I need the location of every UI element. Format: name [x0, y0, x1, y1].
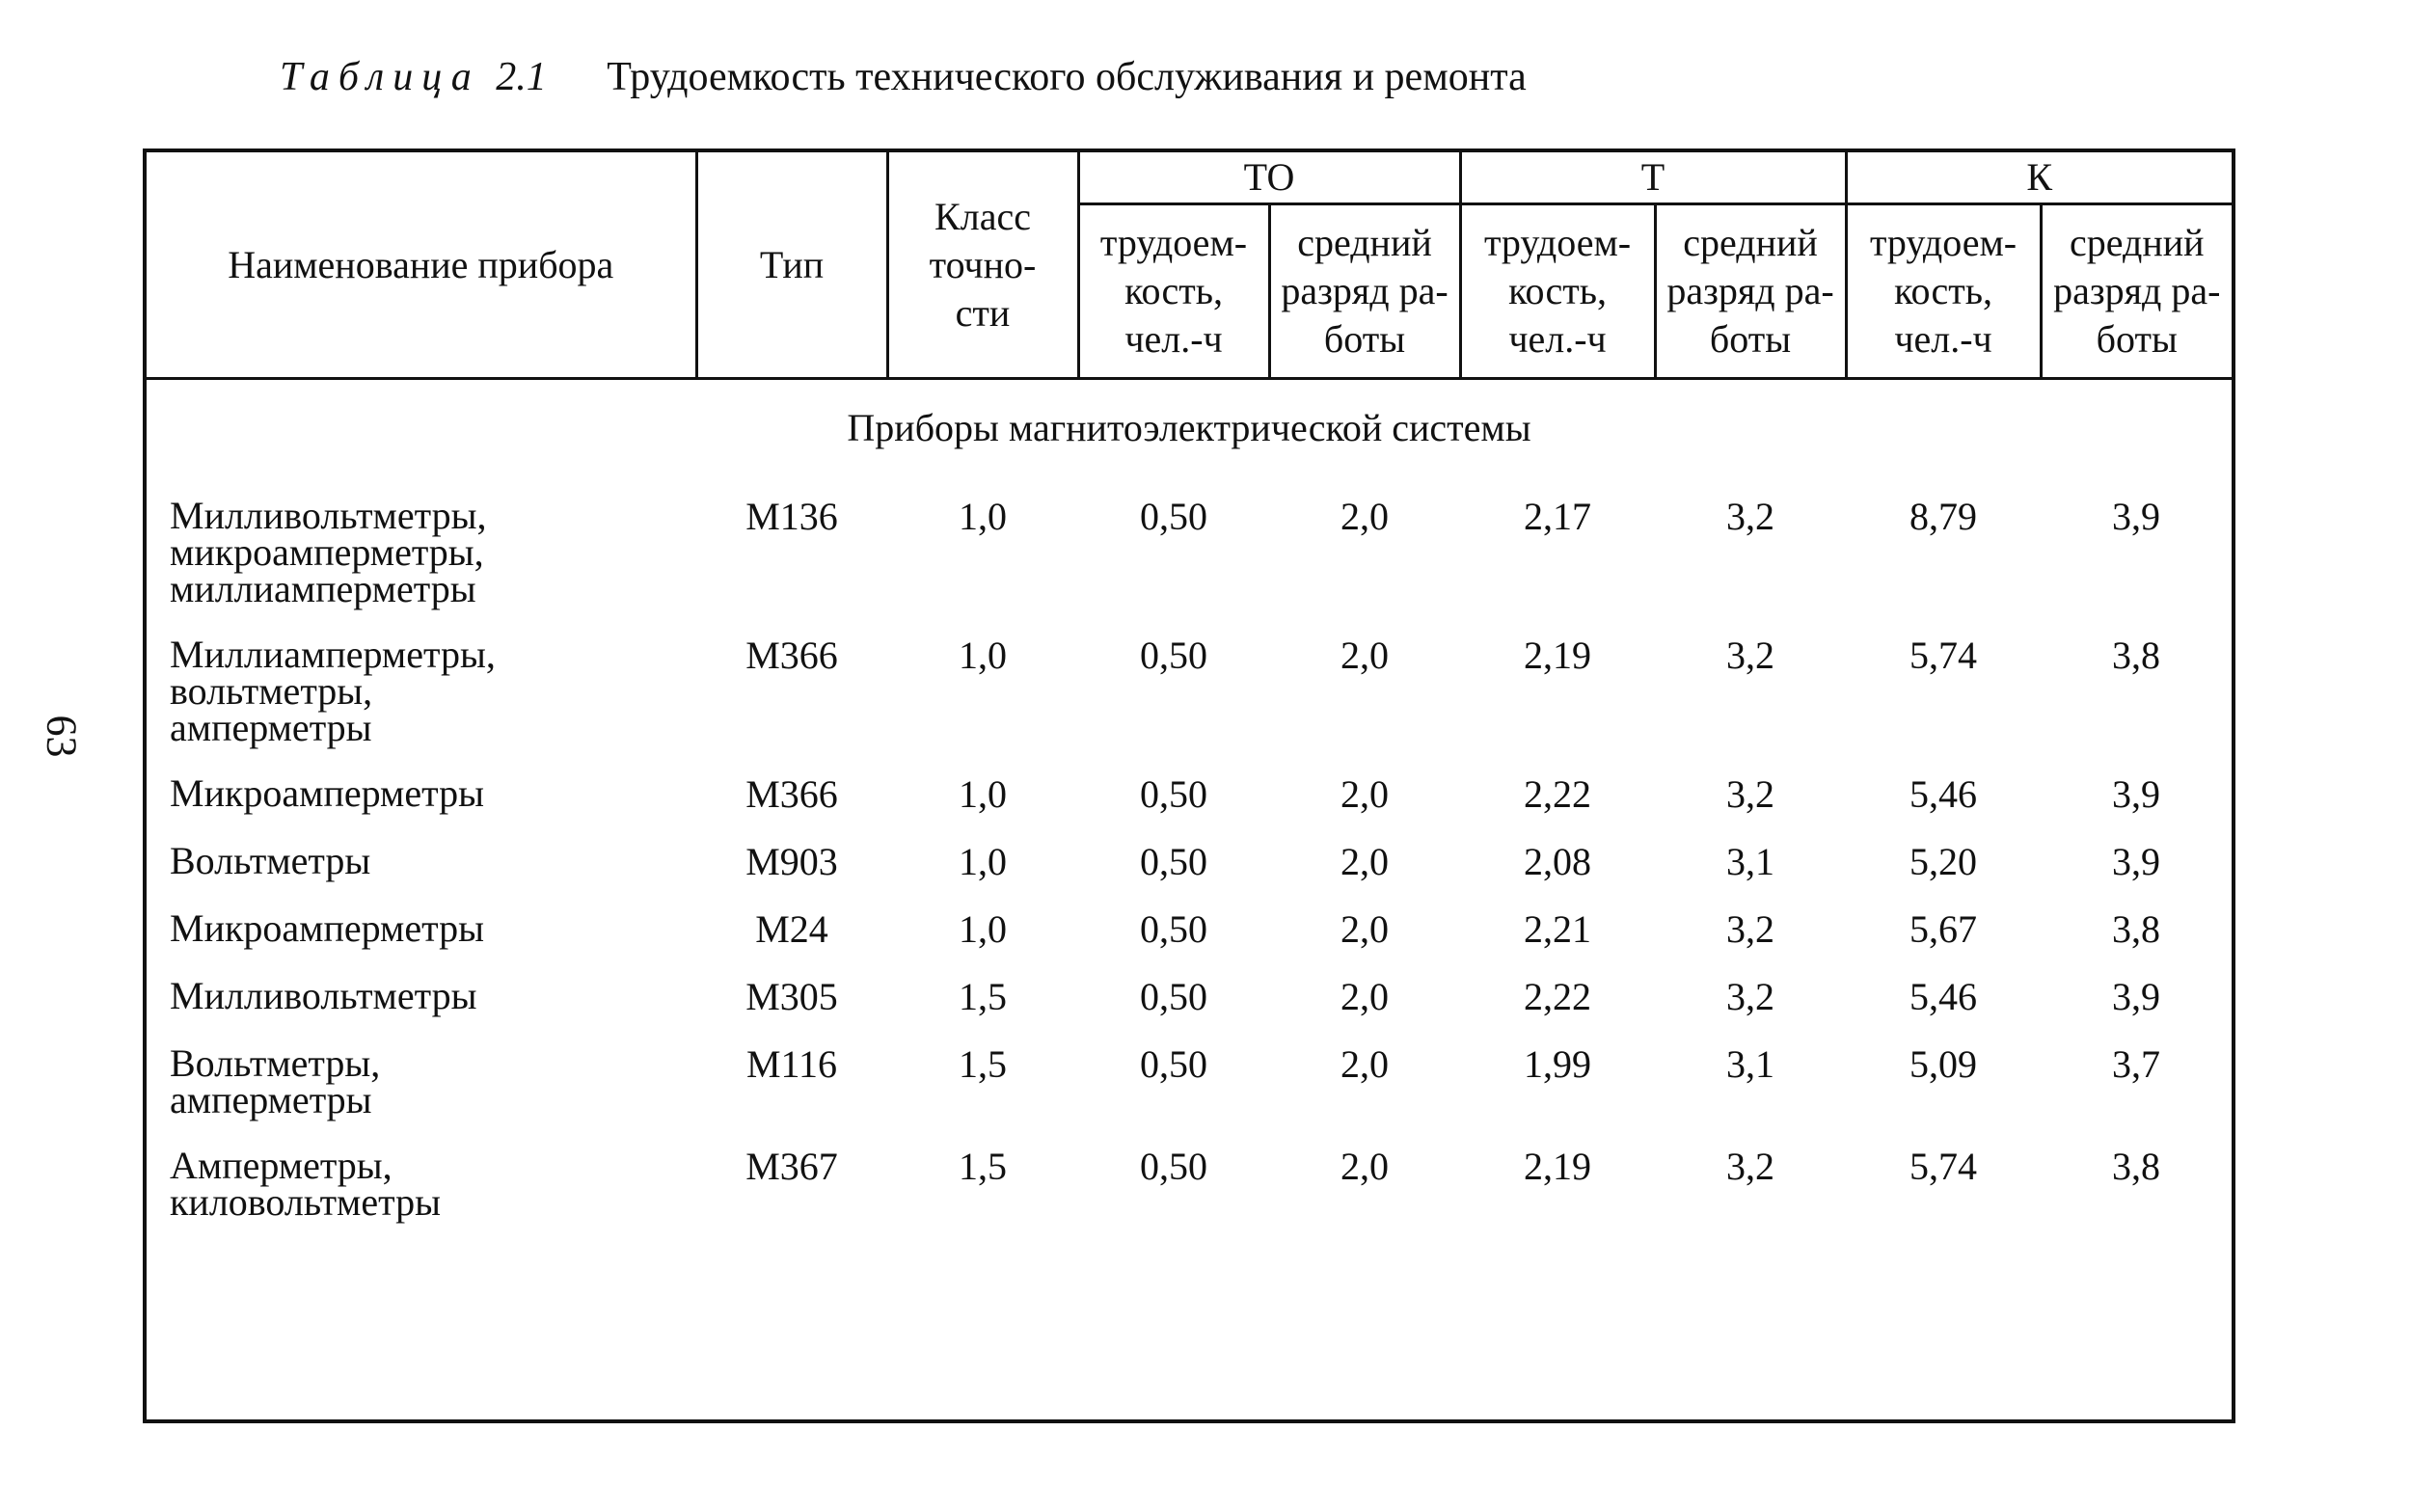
caption-title: Трудоемкость технического обслуживания и ремонта [607, 55, 1527, 99]
cell-to-grade: 2,0 [1340, 840, 1389, 883]
device-name-line: Микроамперметры [170, 906, 484, 950]
cell-type: М366 [745, 634, 838, 677]
cell-k-grade: 3,9 [2112, 495, 2161, 538]
device-name-line: Милливольтметры, [170, 494, 487, 537]
device-name-line: амперметры [170, 1078, 372, 1121]
cell-to-grade: 2,0 [1340, 634, 1389, 677]
device-name-line: Микроамперметры [170, 771, 484, 815]
cell-k-labor: 5,20 [1909, 840, 1978, 883]
cell-t-grade: 3,2 [1726, 907, 1775, 951]
header-k-labor: трудоем- кость, чел.-ч [1846, 204, 2041, 379]
cell-to-grade: 2,0 [1340, 495, 1389, 538]
cell-device-name [147, 633, 696, 775]
cell-k-grade: 3,8 [2112, 1145, 2161, 1188]
cell-device-name [147, 974, 696, 1045]
cell-k-labor: 5,74 [1909, 1145, 1978, 1188]
cell-t-grade: 3,1 [1726, 840, 1775, 883]
cell-to-labor: 0,50 [1140, 840, 1207, 883]
header-t-grade: средний разряд ра- боты [1655, 204, 1846, 379]
cell-to-labor: 0,50 [1140, 1145, 1207, 1188]
device-name-line: миллиамперметры [170, 567, 476, 610]
cell-k-grade: 3,9 [2112, 975, 2161, 1018]
cell-class: 1,5 [959, 1145, 1007, 1188]
cell-to-labor: 0,50 [1140, 495, 1207, 538]
table-row [147, 910, 2232, 978]
cell-k-grade: 3,8 [2112, 907, 2161, 951]
cell-t-labor: 1,99 [1524, 1042, 1592, 1086]
table-row [147, 1045, 2232, 1148]
cell-k-labor: 5,46 [1909, 975, 1978, 1018]
device-name-line: Милливольтметры [170, 974, 477, 1017]
cell-device-name [147, 1144, 696, 1250]
cell-k-labor: 5,09 [1909, 1042, 1978, 1086]
table-row [147, 498, 2232, 636]
cell-to-labor: 0,50 [1140, 634, 1207, 677]
header-to-labor: трудоем- кость, чел.-ч [1078, 204, 1269, 379]
header-group-k: К [1846, 152, 2232, 204]
cell-class: 1,0 [959, 840, 1007, 883]
cell-type: М903 [745, 840, 838, 883]
device-name-line: амперметры [170, 706, 372, 749]
data-table-frame [143, 148, 2235, 1423]
cell-to-labor: 0,50 [1140, 975, 1207, 1018]
table-caption [280, 54, 1527, 100]
section-title: Приборы магнитоэлектрической системы [847, 406, 1531, 449]
device-name-line: Вольтметры [170, 839, 371, 882]
cell-type: М116 [745, 1042, 838, 1086]
caption-number: 2.1 [496, 55, 547, 99]
cell-t-grade: 3,2 [1726, 634, 1775, 677]
cell-k-grade: 3,9 [2112, 772, 2161, 816]
cell-to-grade: 2,0 [1340, 975, 1389, 1018]
cell-class: 1,0 [959, 495, 1007, 538]
cell-k-grade: 3,7 [2112, 1042, 2161, 1086]
cell-to-grade: 2,0 [1340, 772, 1389, 816]
cell-device-name [147, 494, 696, 636]
cell-type: М305 [745, 975, 838, 1018]
cell-type: М366 [745, 772, 838, 816]
cell-t-labor: 2,19 [1524, 634, 1592, 677]
cell-k-labor: 5,67 [1909, 907, 1978, 951]
table-header [147, 152, 2232, 379]
cell-t-labor: 2,08 [1524, 840, 1592, 883]
header-type: Тип [696, 152, 887, 379]
device-name-line: Миллиамперметры, [170, 633, 496, 676]
cell-to-labor: 0,50 [1140, 907, 1207, 951]
cell-class: 1,5 [959, 1042, 1007, 1086]
caption-label: Таблица [280, 55, 480, 99]
header-to-grade: средний разряд ра- боты [1269, 204, 1460, 379]
table-row [147, 843, 2232, 910]
cell-device-name [147, 839, 696, 910]
cell-t-grade: 3,1 [1726, 1042, 1775, 1086]
header-group-t: Т [1460, 152, 1846, 204]
table-row [147, 1148, 2232, 1250]
cell-t-labor: 2,22 [1524, 772, 1592, 816]
cell-type: М24 [755, 907, 828, 951]
cell-t-grade: 3,2 [1726, 1145, 1775, 1188]
table-row [147, 775, 2232, 843]
header-k-grade: средний разряд ра- боты [2041, 204, 2232, 379]
header-class [887, 152, 1078, 379]
device-name-line: киловольтметры [170, 1180, 441, 1224]
cell-k-grade: 3,9 [2112, 840, 2161, 883]
cell-class: 1,0 [959, 907, 1007, 951]
cell-device-name [147, 771, 696, 843]
cell-t-grade: 3,2 [1726, 772, 1775, 816]
cell-t-labor: 2,22 [1524, 975, 1592, 1018]
cell-class: 1,0 [959, 634, 1007, 677]
device-name-line: Амперметры, [170, 1144, 393, 1187]
cell-device-name [147, 1041, 696, 1148]
cell-k-labor: 8,79 [1909, 495, 1978, 538]
header-t-labor: трудоем- кость, чел.-ч [1460, 204, 1655, 379]
cell-t-labor: 2,19 [1524, 1145, 1592, 1188]
device-name-line: Вольтметры, [170, 1041, 381, 1085]
cell-t-grade: 3,2 [1726, 495, 1775, 538]
cell-t-labor: 2,17 [1524, 495, 1592, 538]
header-class-text: Класс точно- сти [929, 194, 1037, 335]
cell-class: 1,5 [959, 975, 1007, 1018]
cell-class: 1,0 [959, 772, 1007, 816]
cell-to-labor: 0,50 [1140, 772, 1207, 816]
cell-k-labor: 5,46 [1909, 772, 1978, 816]
cell-to-grade: 2,0 [1340, 1042, 1389, 1086]
device-name-line: вольтметры, [170, 669, 373, 713]
data-table [147, 152, 2232, 1250]
table-body [147, 379, 2232, 1251]
cell-type: М367 [745, 1145, 838, 1188]
cell-type: М136 [745, 495, 838, 538]
cell-to-labor: 0,50 [1140, 1042, 1207, 1086]
device-name-line: микроамперметры, [170, 530, 484, 574]
header-name: Наименование прибора [147, 152, 696, 379]
cell-to-grade: 2,0 [1340, 1145, 1389, 1188]
cell-k-grade: 3,8 [2112, 634, 2161, 677]
cell-k-labor: 5,74 [1909, 634, 1978, 677]
cell-device-name [147, 906, 696, 978]
cell-t-labor: 2,21 [1524, 907, 1592, 951]
page-number: 63 [38, 715, 86, 758]
table-row [147, 636, 2232, 775]
cell-to-grade: 2,0 [1340, 907, 1389, 951]
cell-t-grade: 3,2 [1726, 975, 1775, 1018]
table-row [147, 978, 2232, 1045]
header-group-to: ТО [1078, 152, 1460, 204]
